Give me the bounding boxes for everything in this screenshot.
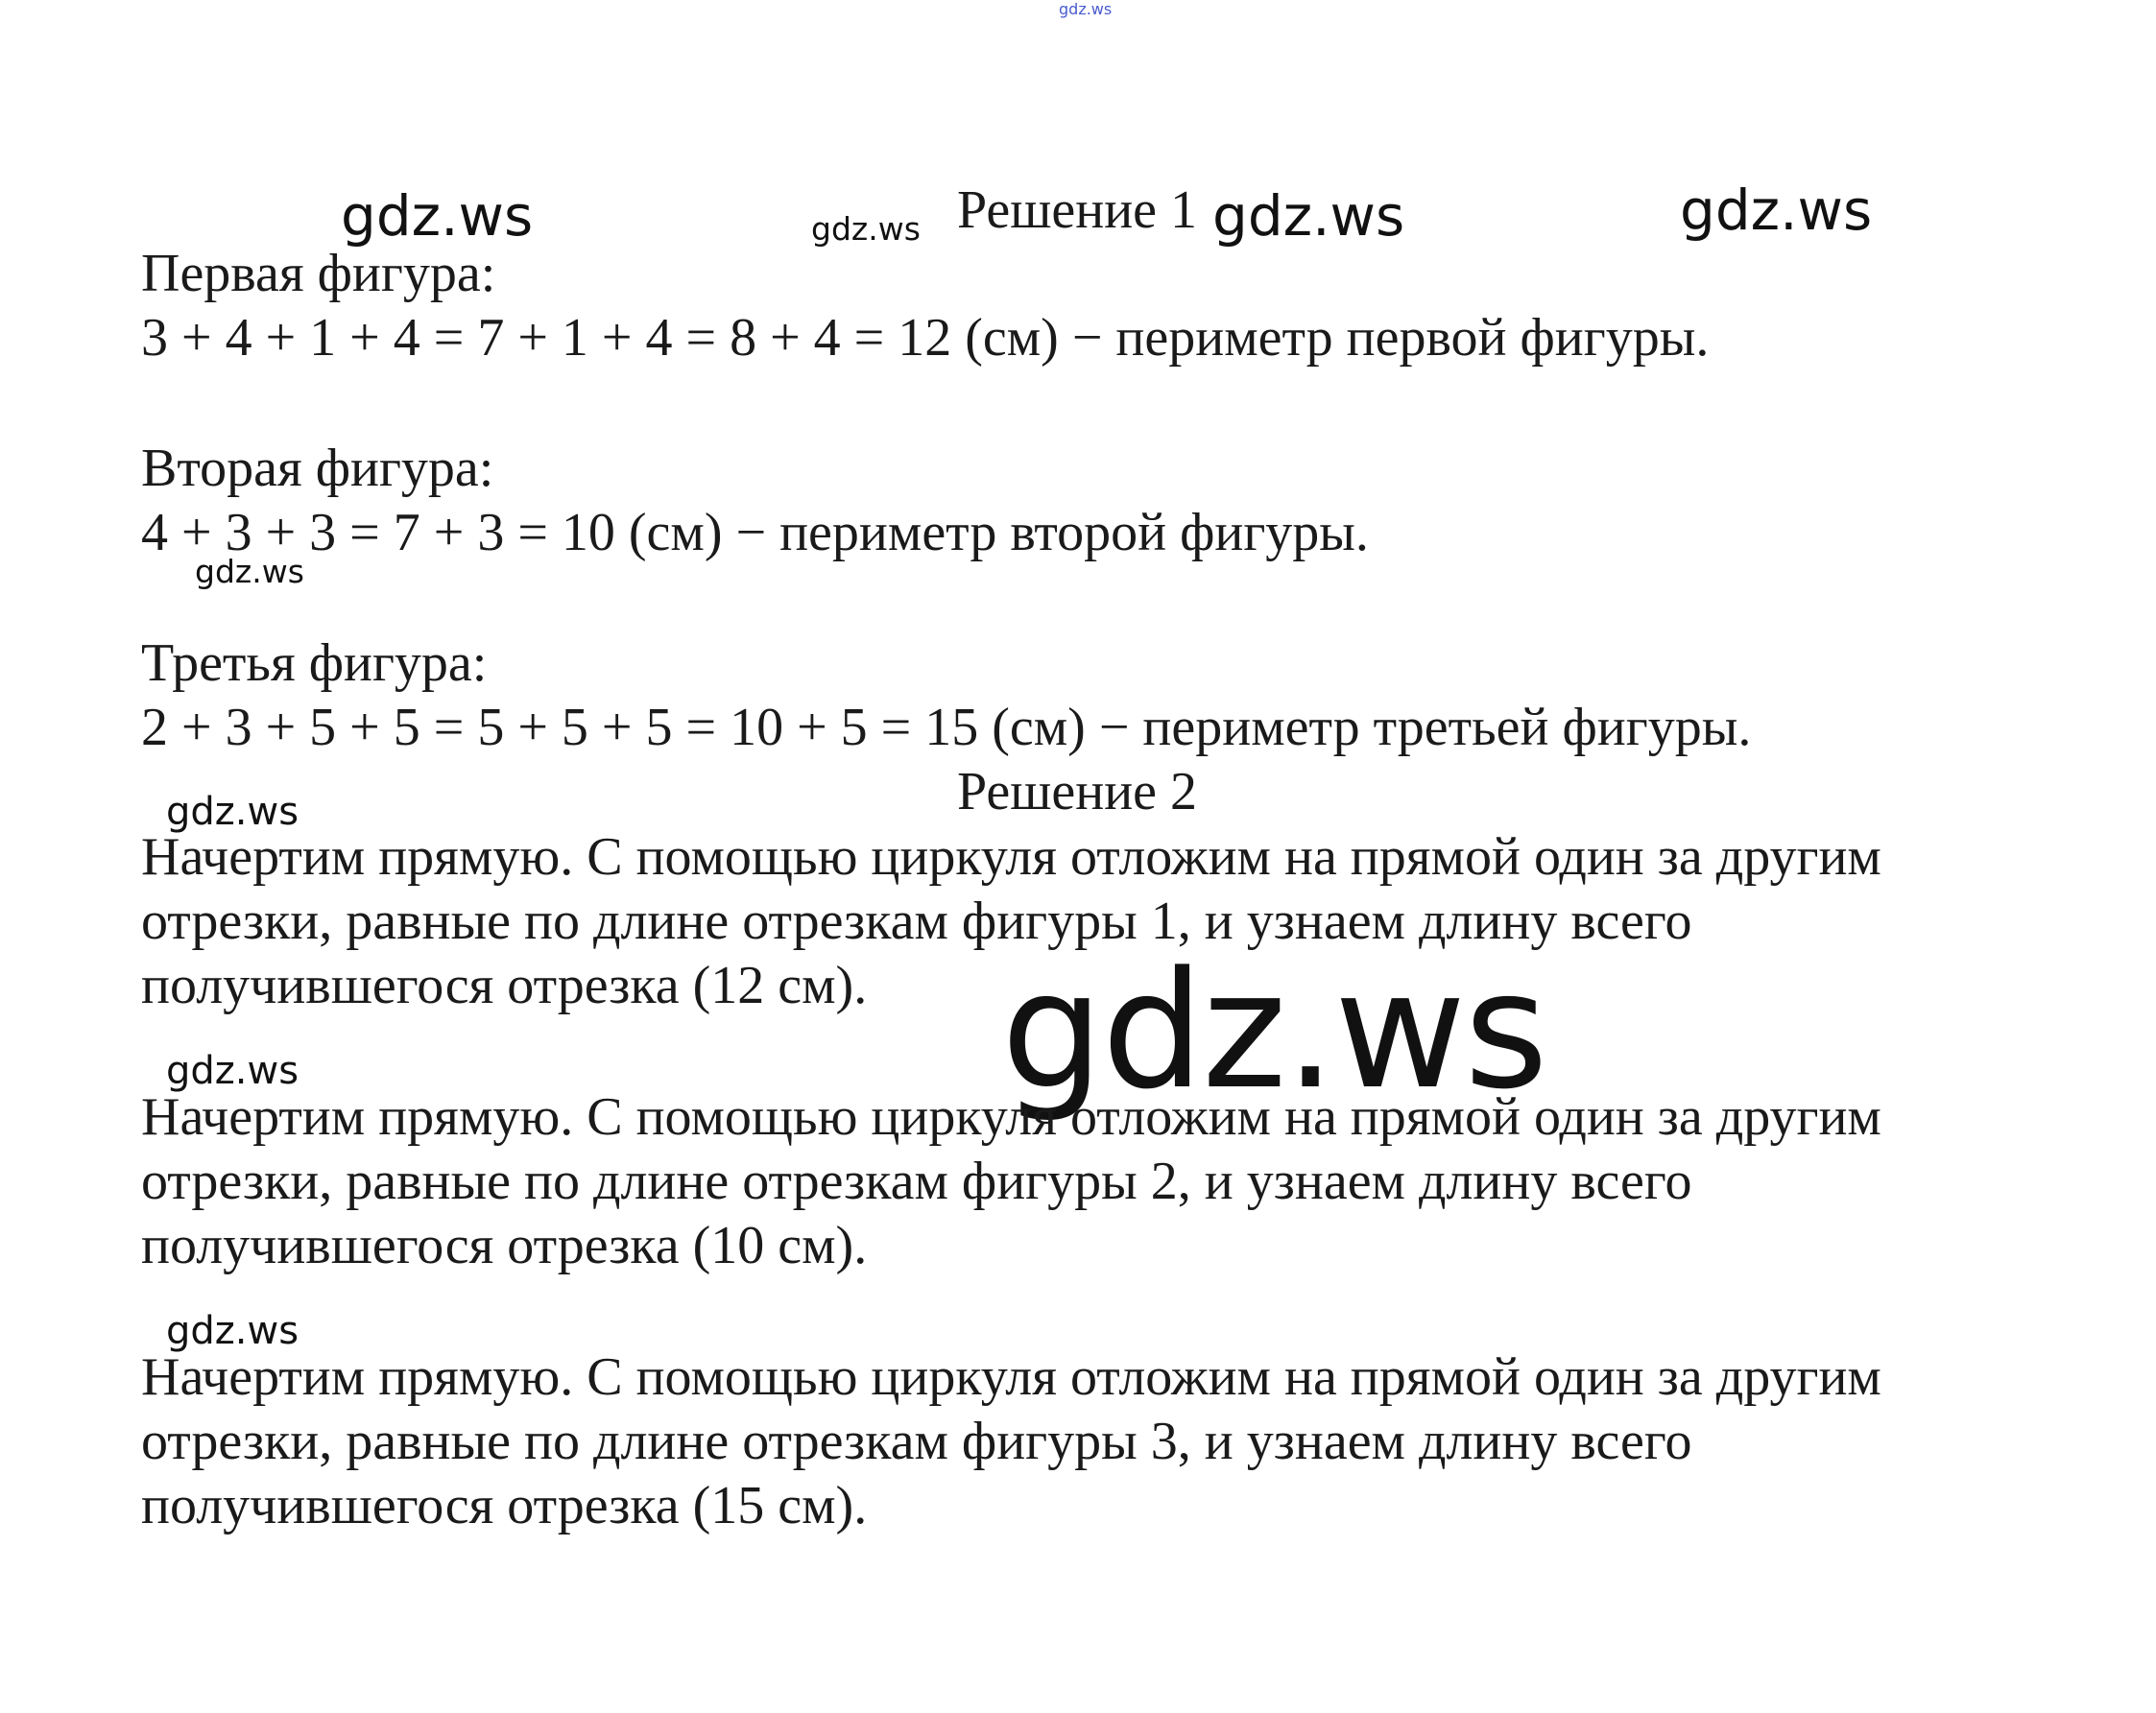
- watermark-figure2: gdz.ws: [195, 553, 304, 590]
- figure-1-label: Первая фигура:: [141, 244, 496, 303]
- solution-2-heading: Решение 2: [957, 762, 1198, 821]
- figure-3-label: Третья фигура:: [141, 633, 488, 693]
- paragraph-2-line-2: отрезки, равные по длине отрезкам фигуры 2, и узнаем длину всего: [141, 1152, 1692, 1211]
- paragraph-1-line-3: получившегося отрезка (12 см).: [141, 956, 868, 1015]
- watermark-top: gdz.ws: [1059, 0, 1113, 18]
- watermark-paragraph2: gdz.ws: [166, 1049, 299, 1093]
- watermark-paragraph3: gdz.ws: [166, 1309, 299, 1353]
- paragraph-3-line-1: Начертим прямую. С помощью циркуля отложим на прямой один за другим: [141, 1347, 1881, 1407]
- figure-3-calculation: 2 + 3 + 5 + 5 = 5 + 5 + 5 = 10 + 5 = 15 (см) − периметр третьей фигуры.: [141, 698, 1752, 757]
- watermark-header-left: gdz.ws: [341, 183, 534, 249]
- solution-1-heading: Решение 1: [957, 180, 1198, 240]
- watermark-solution2: gdz.ws: [166, 790, 299, 834]
- paragraph-2-line-1: Начертим прямую. С помощью циркуля отложим на прямой один за другим: [141, 1087, 1881, 1147]
- figure-2-label: Вторая фигура:: [141, 439, 494, 498]
- watermark-header-center: gdz.ws: [1212, 183, 1405, 249]
- paragraph-3-line-2: отрезки, равные по длине отрезкам фигуры 3, и узнаем длину всего: [141, 1412, 1692, 1471]
- watermark-large-center: gdz.ws: [1001, 937, 1546, 1125]
- paragraph-1-line-1: Начертим прямую. С помощью циркуля отложим на прямой один за другим: [141, 827, 1881, 887]
- paragraph-2-line-3: получившегося отрезка (10 см).: [141, 1216, 868, 1275]
- watermark-header-small: gdz.ws: [811, 210, 921, 248]
- paragraph-1-line-2: отрезки, равные по длине отрезкам фигуры 1, и узнаем длину всего: [141, 892, 1692, 951]
- figure-2-calculation: 4 + 3 + 3 = 7 + 3 = 10 (см) − периметр второй фигуры.: [141, 503, 1369, 562]
- watermark-header-right: gdz.ws: [1680, 178, 1873, 243]
- paragraph-3-line-3: получившегося отрезка (15 см).: [141, 1476, 868, 1535]
- figure-1-calculation: 3 + 4 + 1 + 4 = 7 + 1 + 4 = 8 + 4 = 12 (см) − периметр первой фигуры.: [141, 308, 1710, 368]
